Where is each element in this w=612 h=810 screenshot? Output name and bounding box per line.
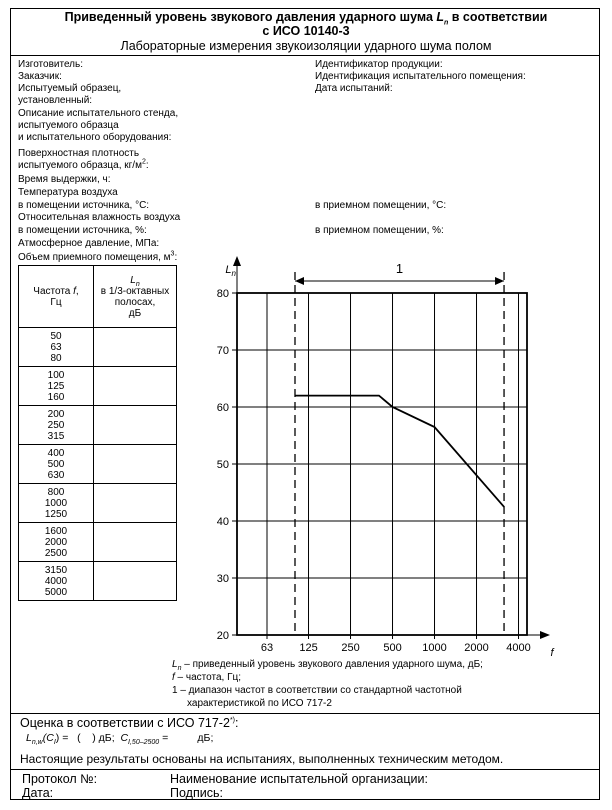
eval-title-text: Оценка в соответствии с ИСО 717-2 (20, 716, 230, 730)
freq-cell: 50 63 80 (19, 328, 94, 367)
y-tick-label: 20 (216, 630, 229, 642)
y-tick-label: 70 (216, 345, 229, 357)
field-manufacturer: Изготовитель: (18, 59, 83, 70)
y-axis-arrow (233, 256, 241, 266)
formula-l: L (26, 732, 32, 744)
header-level-symbol: L (130, 274, 136, 286)
header-level-symbol-sub: n (135, 280, 140, 288)
field-description-2: испытуемого образца (18, 120, 119, 131)
freq-cell: 200 250 315 (19, 406, 94, 445)
field-humidity-1: Относительная влажность воздуха (18, 212, 181, 223)
note-symbol-n: n (177, 665, 182, 672)
x-tick-label: 2000 (464, 642, 489, 654)
superscript-3: 3 (170, 250, 175, 258)
field-air-temp-2: в помещении источника, °С: (18, 200, 150, 211)
header-level-unit: дБ (128, 307, 142, 319)
note-text-ln: – приведенный уровень звукового давления ударного шума, дБ; (181, 659, 483, 670)
field-receiving-humidity: в приемном помещении, %: (315, 225, 444, 236)
footer-protocol: Протокол №: (22, 772, 98, 786)
title-text: Приведенный уровень звукового давления ударного шума (64, 10, 437, 24)
legend-note-range-2: характеристикой по ИСО 717-2 (187, 698, 332, 709)
field-pressure: Атмосферное давление, МПа: (18, 238, 160, 249)
y-tick-label: 60 (216, 402, 229, 414)
field-colon: : (174, 252, 178, 263)
formula-c-sub: I (53, 739, 56, 747)
footer-date: Дата: (22, 786, 54, 800)
footer-org: Наименование испытательной организации: (170, 772, 428, 786)
chart-axis-labels (225, 264, 554, 659)
freq-cell: 3150 4000 5000 (19, 562, 94, 601)
field-humidity-2: в помещении источника, %: (18, 225, 147, 236)
chart-grid (237, 293, 527, 635)
note-symbol-l: L (172, 659, 178, 670)
x-tick-label: 1000 (422, 642, 447, 654)
range-arrow-right (495, 277, 504, 285)
evaluation-title (20, 716, 238, 730)
x-tick-label: 63 (260, 642, 274, 654)
note-text-range: – диапазон частот в соответствии со стандартной частотной (177, 685, 462, 696)
chart-x-ticks (261, 635, 531, 654)
legend-note-range (172, 685, 462, 697)
y-tick-label: 30 (216, 573, 229, 585)
freq-cell: 100 125 160 (19, 367, 94, 406)
formula2-sub: I,50–2500 (128, 739, 160, 747)
header-frequency-comma: , (75, 285, 79, 297)
header-frequency-unit: Гц (50, 296, 62, 308)
x-axis-arrow (540, 631, 550, 639)
reference-curve-line (295, 396, 504, 507)
field-volume-text: Объем приемного помещения, м (18, 252, 171, 263)
field-room-id: Идентификация испытательного помещения: (315, 71, 526, 82)
field-surface-density-1: Поверхностная плотность (18, 148, 140, 159)
field-product-id: Идентификатор продукции: (315, 59, 443, 70)
formula2-c: C (120, 732, 129, 744)
chart-y-ticks (217, 288, 237, 642)
field-customer: Заказчик: (18, 71, 62, 82)
field-receiving-temp: в приемном помещении, °С: (315, 200, 447, 211)
chart-plot-frame (233, 256, 550, 639)
footer-signature: Подпись: (170, 786, 223, 800)
note-text-f: – частота, Гц; (174, 672, 241, 683)
y-tick-label: 80 (216, 288, 229, 300)
field-colon: : (145, 160, 149, 171)
header-frequency-text: Частота (33, 285, 74, 297)
form-title-line2: с ИСО 10140-3 (262, 24, 350, 38)
range-label: 1 (395, 261, 404, 276)
y-tick-label: 40 (216, 516, 229, 528)
field-air-temp-1: Температура воздуха (18, 187, 118, 198)
evaluation-formula (26, 732, 214, 747)
formula2-rest: = дБ; (159, 732, 214, 744)
header-frequency-symbol: f (73, 285, 76, 297)
field-specimen-2: установленный: (18, 95, 93, 106)
header-level-text-1: в 1/3-октавных (100, 285, 170, 297)
note-symbol-f: f (172, 672, 175, 683)
y-axis-label: $L_n$ (225, 264, 236, 278)
field-description-1: Описание испытательного стенда, (18, 108, 179, 119)
range-arrow-left (295, 277, 304, 285)
formula-l-sub: n,w (31, 739, 43, 747)
x-axis-label: f (550, 647, 554, 659)
field-specimen-1: Испытуемый образец, (18, 83, 122, 94)
freq-cell: 400 500 630 (19, 445, 94, 484)
freq-cell: 800 1000 1250 (19, 484, 94, 523)
field-surface-density-text: испытуемого образца, кг/м (18, 160, 142, 171)
formula-rest: ) = ( ) дБ; (55, 732, 121, 744)
chart-range-marker (295, 261, 504, 635)
x-tick-label: 125 (299, 642, 318, 654)
y-tick-label: 50 (216, 459, 229, 471)
x-tick-label: 500 (383, 642, 402, 654)
field-test-date: Дата испытаний: (315, 83, 393, 94)
form-subtitle: Лабораторные измерения звукоизоляции ударного шума полом (120, 39, 492, 53)
note-symbol-1: 1 (172, 685, 178, 696)
header-level-text-2: полосах, (114, 296, 156, 308)
title-symbol: L (436, 10, 445, 24)
x-tick-label: 250 (341, 642, 360, 654)
chart-reference-curve (295, 396, 504, 507)
eval-title-end: : (235, 716, 239, 730)
field-description-3: и испытательного оборудования: (18, 132, 172, 143)
legend-note-ln (172, 659, 483, 671)
evaluation-note: Настоящие результаты основаны на испытаниях, выполненных техническим методом. (20, 752, 504, 766)
title-text-end: в соответствии (448, 10, 548, 24)
evaluation-divider (10, 713, 600, 714)
formula-c: (C (42, 732, 54, 744)
superscript-2: 2 (141, 158, 146, 166)
freq-cell: 1600 2000 2500 (19, 523, 94, 562)
eval-title-sup: *) (229, 716, 235, 724)
x-tick-label: 4000 (506, 642, 531, 654)
title-symbol-sub: n (444, 19, 449, 27)
field-curing-time: Время выдержки, ч: (18, 174, 111, 185)
legend-note-f (172, 672, 241, 684)
footer-divider (10, 769, 600, 770)
